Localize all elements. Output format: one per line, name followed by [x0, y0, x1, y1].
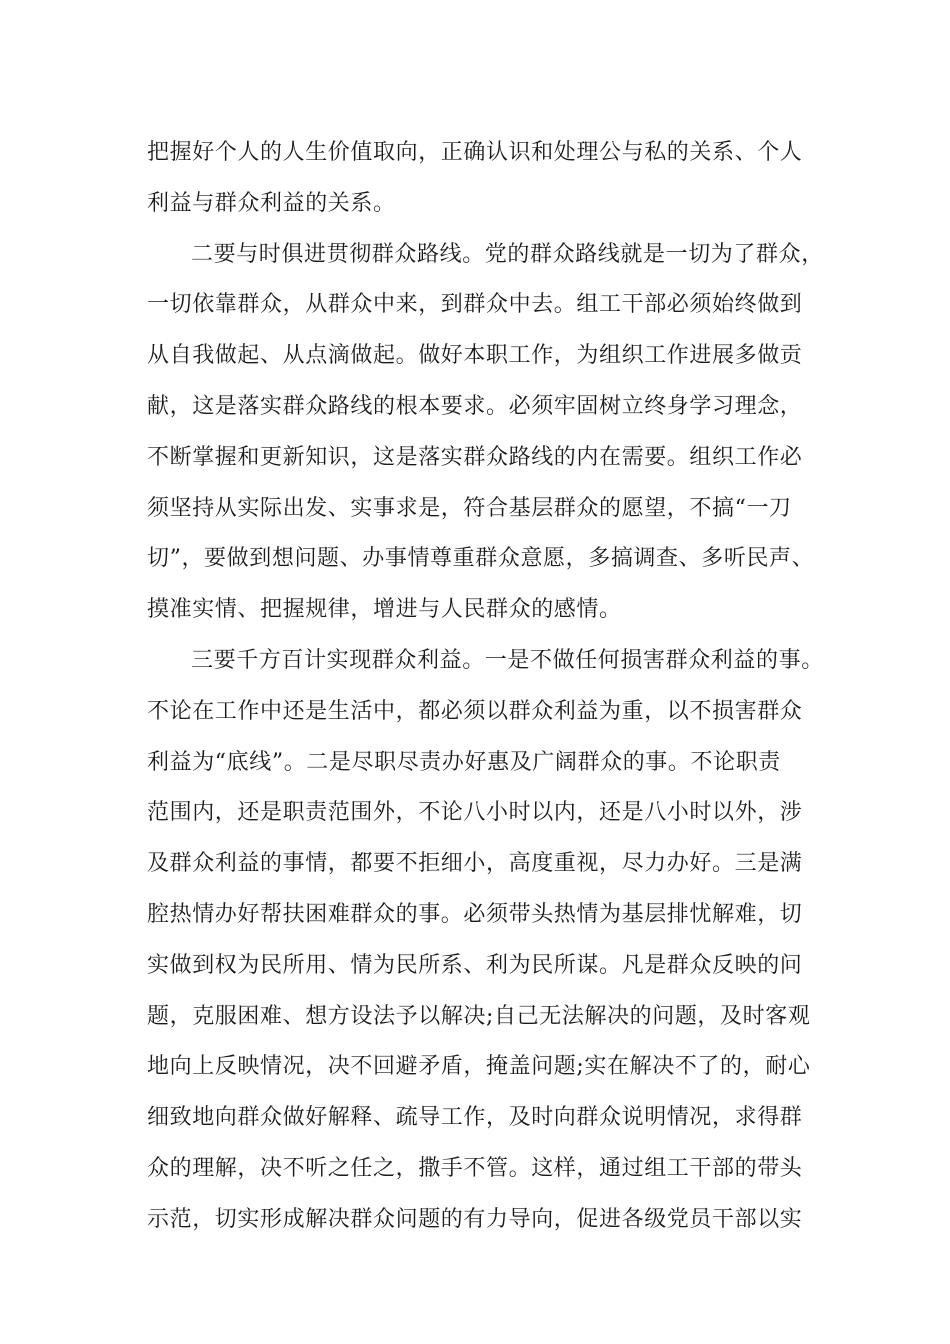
- text-line: 切”，要做到想问题、办事情尊重群众意愿，多搞调查、多听民声、: [147, 546, 815, 572]
- text-line: 细致地向群众做好解释、疏导工作，及时向群众说明情况，求得群: [147, 1105, 803, 1131]
- text-line: 从自我做起、从点滴做起。做好本职工作，为组织工作进展多做贡: [147, 343, 803, 369]
- text-line: 摸准实情、把握规律，增进与人民群众的感情。: [147, 597, 622, 623]
- text-line: 及群众利益的事情，都要不拒细小，高度重视，尽力办好。三是满: [147, 851, 803, 877]
- body-text: [147, 128, 827, 1246]
- text-line: 题，克服困难、想方设法予以解决;自己无法解决的问题，及时客观: [147, 1003, 811, 1029]
- text-line: 利益与群众利益的关系。: [147, 190, 396, 216]
- text-line: 众的理解，决不听之任之，撒手不管。这样，通过组工干部的带头: [147, 1155, 803, 1181]
- text-line: 须坚持从实际出发、实事求是，符合基层群众的愿望，不搞“一刀: [147, 495, 792, 521]
- text-line: 把握好个人的人生价值取向，正确认识和处理公与私的关系、个人: [147, 140, 803, 165]
- text-line: 献，这是落实群众路线的根本要求。必须牢固树立终身学习理念，: [147, 393, 803, 419]
- text-line: 示范，切实形成解决群众问题的有力导向，促进各级党员干部以实: [147, 1206, 803, 1232]
- text-line: 不断掌握和更新知识，这是落实群众路线的内在需要。组织工作必: [147, 444, 803, 470]
- text-line: 三要千方百计实现群众利益。一是不做任何损害群众利益的事。: [191, 647, 824, 673]
- text-line: 实做到权为民所用、情为民所系、利为民所谋。凡是群众反映的问: [147, 952, 803, 978]
- text-line: 一切依靠群众，从群众中来，到群众中去。组工干部必须始终做到: [147, 292, 803, 318]
- text-line: 腔热情办好帮扶困难群众的事。必须带头热情为基层排忧解难，切: [147, 901, 803, 927]
- text-line: 二要与时俱进贯彻群众路线。党的群众路线就是一切为了群众，: [191, 241, 824, 267]
- text-line: 利益为“底线”。二是尽职尽责办好惠及广阔群众的事。不论职责: [147, 749, 781, 775]
- text-line: 范围内，还是职责范围外，不论八小时以内，还是八小时以外，涉: [147, 800, 803, 826]
- text-line: 地向上反映情况，决不回避矛盾，掩盖问题;实在解决不了的，耐心: [147, 1054, 811, 1080]
- text-line: 不论在工作中还是生活中，都必须以群众利益为重，以不损害群众: [147, 698, 803, 724]
